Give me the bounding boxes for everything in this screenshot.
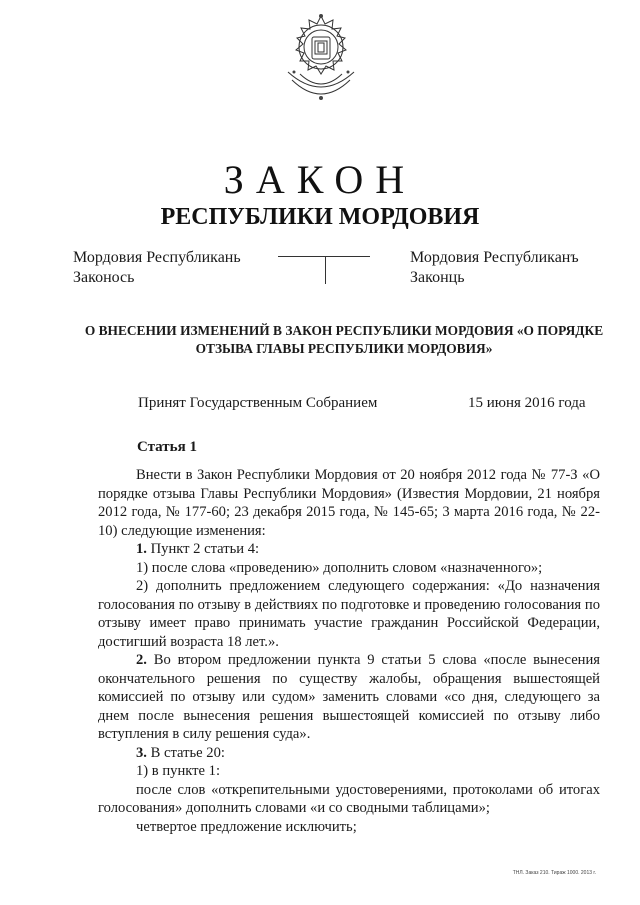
- law-heading-line: О ВНЕСЕНИИ ИЗМЕНЕНИЙ В ЗАКОН РЕСПУБЛИКИ МОРДОВИЯ «О ПОРЯДКЕ: [84, 323, 604, 338]
- article-body: [98, 466, 600, 836]
- article-title: Статья 1: [137, 439, 197, 455]
- law-heading-line: ОТЗЫВА ГЛАВЫ РЕСПУБЛИКИ МОРДОВИЯ»: [195, 341, 493, 356]
- printing-footer: ТНЛ. Заказ 210. Тираж 1000. 2013 г.: [512, 870, 596, 876]
- header-divider-horizontal: [278, 256, 370, 257]
- item-number: 2.: [136, 652, 147, 668]
- paragraph: 1. Пункт 2 статьи 4:: [136, 541, 260, 557]
- paragraph: Внести в Закон Республики Мордовия от 20 ноября 2012 года № 77-З «О порядке отзыва Главы Республики Мордовия» (Известия Мордовии, 21 ноября 2012 года, № 177-60; 23 декабря 2015 года, № 145-65; 3 марта 2016 года, № 22-10) следующие изменения:: [98, 467, 600, 539]
- left-header-line: Мордовия Республикань: [73, 249, 241, 266]
- item-number: 1.: [136, 541, 147, 557]
- paragraph: 2) дополнить предложением следующего содержания: «До назначения голосования по отзыву в действиях по подготовке и проведению голосования по отзыву имеет право принимать участие гражданин Российской Федерации, достигший возраста 18 лет.».: [98, 578, 600, 650]
- paragraph: четвертое предложение исключить;: [136, 818, 357, 835]
- paragraph: 1) после слова «проведению» дополнить словом «назначенного»;: [136, 559, 543, 576]
- law-heading: [70, 322, 618, 358]
- header-divider-vertical: [325, 257, 326, 284]
- adoption-text: Принят Государственным Собранием: [138, 395, 378, 411]
- right-header-block: [410, 248, 579, 288]
- left-header-block: [73, 248, 241, 288]
- paragraph: после слов «открепительными удостоверениями, протоколами об итогах голосования» дополнить словами «и со сводными таблицами»;: [98, 781, 600, 816]
- right-header-line: Законць: [410, 269, 465, 286]
- item-number: 3.: [136, 744, 147, 761]
- adoption-date: 15 июня 2016 года: [468, 395, 586, 411]
- paragraph: 1) в пункте 1:: [136, 763, 221, 779]
- right-header-line: Мордовия Республиканъ: [410, 249, 579, 266]
- left-header-line: Законось: [73, 269, 135, 286]
- law-title: ЗАКОН: [223, 157, 417, 202]
- paragraph: 2. Во втором предложении пункта 9 статьи 5 слова «после вынесения окончательного решения по существу жалобы, обращения вышестоящей комиссией по отзыву или судом» заменить словами «со дня, следующего за днем после вынесения решения вышестоящей комиссией по отзыву либо вступления в силу решения суда».: [98, 652, 600, 742]
- republic-name: РЕСПУБЛИКИ МОРДОВИЯ: [160, 204, 480, 230]
- paragraph: 3. В статье 20:: [136, 744, 225, 761]
- coat-of-arms-emblem: [278, 10, 364, 110]
